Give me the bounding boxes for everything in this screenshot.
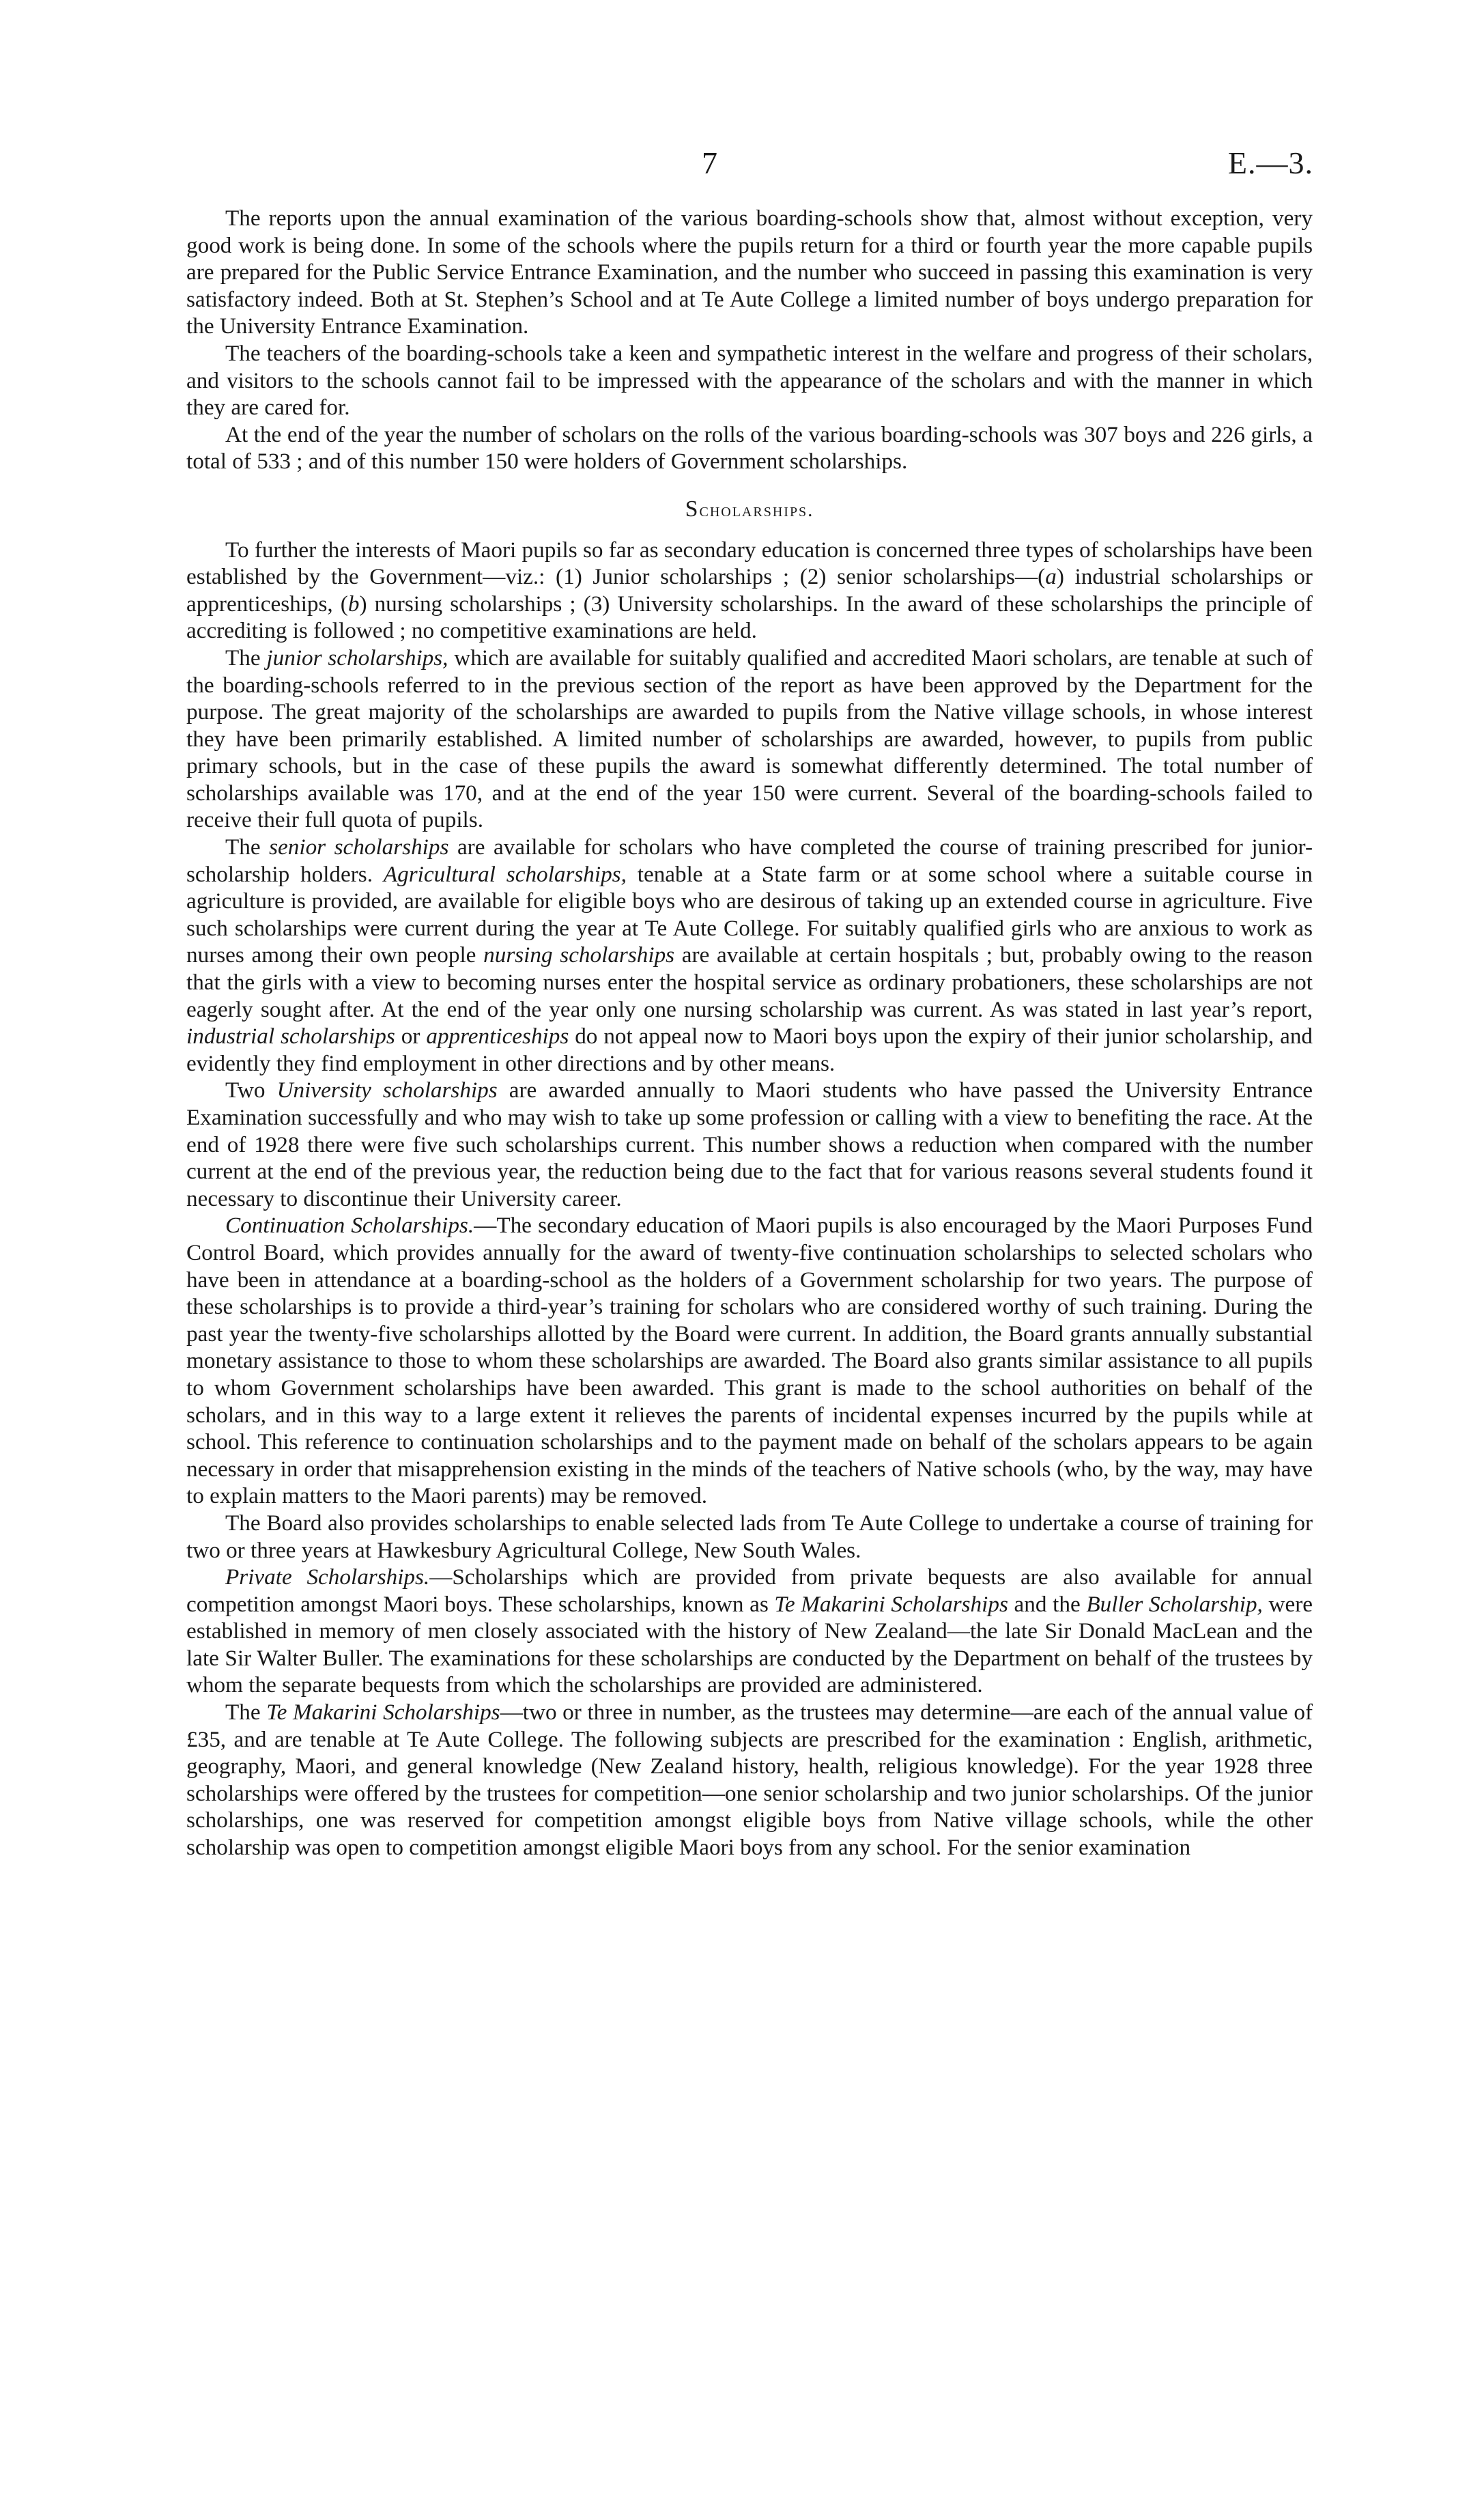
paragraph-private-scholarships: Private Scholarships.—Scholarships which are provided from private bequests are also available for annual competition amongst Maori boys. These scholarships, known as Te Makarini Scholarships and the Buller Scholarship, were established in memory of men closely associated with the history of New Zealand—the late Sir Donald MacLean and the late Sir Walter Buller. The examinations for these scholarships are conducted by the Department on behalf of the trustees by whom the separate bequests from which the scholarships are provided are administered. (186, 1564, 1313, 1698)
paragraph-university-scholarships: Two University scholarships are awarded annually to Maori students who have passed the University Entrance Examination successfully and who may wish to take up some profession or calling with a view to benefiting the race. At the end of 1928 there were five such scholarships current. This number shows a reduction when compared with the number current at the end of the previous year, the reduction being due to the fact that for various reasons several students found it necessary to discontinue their University career. (186, 1078, 1313, 1211)
body-text (186, 205, 1313, 1861)
paragraph-continuation-scholarships: Continuation Scholarships.—The secondary education of Maori pupils is also encouraged by the Maori Purposes Fund Control Board, which provides annually for the award of twenty-five continuation scholarships to selected scholars who have been in attendance at a boarding-school as the holders of a Government scholarship for two years. The purpose of these scholarships is to provide a third-year’s training for scholars who are considered worthy of such training. During the past year the twenty-five scholarships allotted by the Board were current. In addition, the Board grants annually substantial monetary assistance to those to whom these scholarships are awarded. The Board also grants similar assistance to all pupils to whom Government scholarships have been awarded. This grant is made to the school authorities on behalf of the scholars, and in this way to a large extent it relieves the parents of incidental expenses incurred by the pupils while at school. This reference to continuation scholarships and to the payment made on behalf of the scholars appears to be again necessary in order that misapprehension existing in the minds of the teachers of Native schools (who, by the way, may have to explain matters to the Maori parents) may be removed. (186, 1213, 1313, 1509)
paragraph-senior-scholarships: The senior scholarships are available for scholars who have completed the course of training prescribed for junior-scholarship holders. Agricultural scholarships, tenable at a State farm or at some school where a suitable course in agriculture is provided, are available for eligible boys who are desirous of taking up an extended course in agriculture. Five such scholarships were current during the year at Te Aute College. For suitably qualified girls who are anxious to work as nurses among their own people nursing scholarships are available at certain hospitals ; but, probably owing to the reason that the girls with a view to becoming nurses enter the hospital service as ordinary probationers, these scholarships are not eagerly sought after. At the end of the year only one nursing scholarship was current. As was stated in last year’s report, industrial scholarships or apprenticeships do not appeal now to Maori boys upon the expiry of their junior scholarship, and evidently they find employment in other directions and by other means. (186, 834, 1313, 1076)
section-heading-scholarships: Scholarships. (685, 496, 814, 522)
document-reference: E.—3. (1227, 145, 1313, 180)
paragraph-junior-scholarships: The junior scholarships, which are available for suitably qualified and accredited Maori scholars, are tenable at such of the boarding-schools referred to in the previous section of the report as have been approved by the Department for the purpose. The great majority of the scholarships are awarded to pupils from the Native village schools, in whose interest they have been primarily established. A limited number of scholarships are awarded, however, to pupils from public primary schools, but in the case of these pupils the award is somewhat differently determined. The total number of scholarships available was 170, and at the end of the year 150 were current. Several of the boarding-schools failed to receive their full quota of pupils. (186, 645, 1313, 833)
paragraph-boarding-reports: The reports upon the annual examination of the various boarding-schools show that, almost without exception, very good work is being done. In some of the schools where the pupils return for a third or fourth year the more capable pupils are prepared for the Public Service Entrance Examination, and the number who succeed in passing this examination is very satisfactory indeed. Both at St. Stephen’s School and at Te Aute College a limited number of boys undergo preparation for the University Entrance Examination. (186, 206, 1313, 339)
paragraph-teachers-interest: The teachers of the boarding-schools take a keen and sympathetic interest in the welfare and progress of their scholars, and visitors to the schools cannot fail to be impressed with the appearance of the scholars and with the manner in which they are cared for. (186, 340, 1313, 421)
paragraph-hawkesbury: The Board also provides scholarships to enable selected lads from Te Aute College to undertake a course of training for two or three years at Hawkesbury Agricultural College, New South Wales. (186, 1510, 1313, 1563)
paragraph-rolls-total: At the end of the year the number of scholars on the rolls of the various boarding-schools was 307 boys and 226 girls, a total of 533 ; and of this number 150 were holders of Government scholarships. (186, 421, 1313, 475)
page-number: 7 (702, 145, 717, 180)
page-header (0, 145, 1484, 193)
paragraph-scholarship-types: To further the interests of Maori pupils so far as secondary education is concerned three types of scholarships have been established by the Government—viz.: (1) Junior scholarships ; (2) senior scholarships—(a) industrial scholarships or apprenticeships, (b) nursing scholarships ; (3) University scholarships. In the award of these scholarships the principle of accrediting is followed ; no competitive examinations are held. (186, 537, 1313, 644)
paragraph-te-makarini: The Te Makarini Scholarships—two or three in number, as the trustees may determine—are each of the annual value of £35, and are tenable at Te Aute College. The following subjects are prescribed for the examination : English, arithmetic, geography, Maori, and general knowledge (New Zealand history, health, religious knowledge). For the year 1928 three scholarships were offered by the trustees for competition—one senior scholarship and two junior scholarships. Of the junior scholarships, one was reserved for competition amongst eligible boys from Native village schools, while the other scholarship was open to competition amongst eligible Maori boys from any school. For the senior examination (186, 1700, 1313, 1861)
